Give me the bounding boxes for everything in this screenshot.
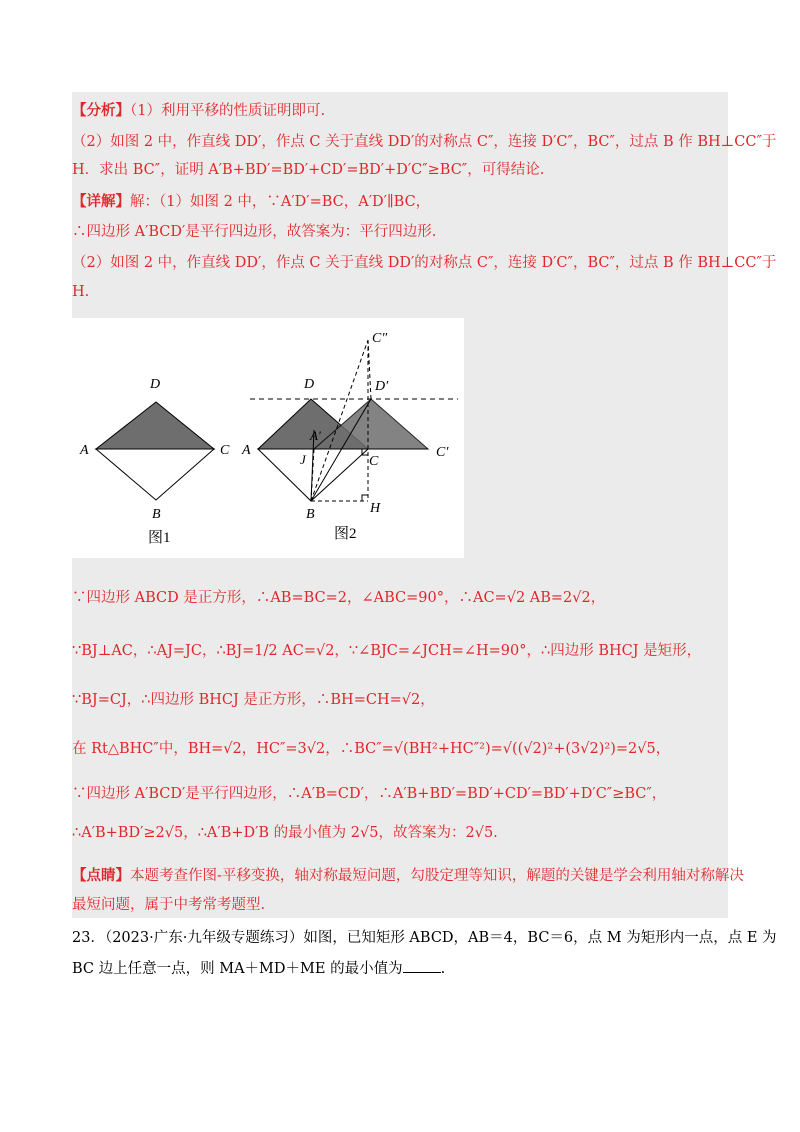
analysis-line-2: （2）如图 2 中，作直线 DD′，作点 C 关于直线 DD′的对称点 C″，连接 D′C″，BC″，过点 B 作 BH⊥CC″于 <box>72 134 777 150</box>
fig2-right-angle-h <box>362 495 368 501</box>
question-line-1: 23．（2023·广东·九年级专题练习）如图，已知矩形 ABCD，AB＝4，BC＝6，点 M 为矩形内一点，点 E 为 <box>72 930 777 946</box>
detail-line-3: （2）如图 2 中，作直线 DD′，作点 C 关于直线 DD′的对称点 C″，连接 D′C″，BC″，过点 B 作 BH⊥CC″于 <box>72 255 777 271</box>
question-period: . <box>440 961 446 977</box>
comment-line-1 <box>72 866 744 886</box>
solution-line-4: 在 Rt△BHC″中，BH=√2，HC″=3√2，∴BC″=√(BH²+HC″²)=√((√2)²+(3√2)²)=2√5， <box>72 741 671 757</box>
fig2-label-b: B <box>306 507 315 522</box>
fig2-caption: 图2 <box>334 526 357 542</box>
comment-text-1: 本题考查作图-平移变换，轴对称最短问题，勾股定理等知识，解题的关键是学会利用轴对称解决 <box>130 868 744 884</box>
solution-line-2: ∵BJ⊥AC，∴AJ=JC，∴BJ=1/2 AC=√2，∵∠BJC=∠JCH=∠H=90°，∴四边形 BHCJ 是矩形， <box>72 643 702 659</box>
detail-line-1 <box>72 192 430 212</box>
fig2-label-h: H <box>370 501 381 516</box>
fig1-label-b: B <box>152 507 161 522</box>
comment-line-2: 最短问题，属于中考常考题型. <box>72 897 266 913</box>
question-line-2 <box>72 958 445 979</box>
fig2-label-j: J <box>300 452 306 467</box>
fig1-label-a: A <box>80 443 89 458</box>
answer-blank[interactable] <box>403 958 441 973</box>
fig2-label-a: A <box>242 443 251 458</box>
solution-line-6: ∴A′B+BD′≥2√5，∴A′B+D′B 的最小值为 2√5，故答案为：2√5. <box>72 825 498 841</box>
analysis-line-3: H．求出 BC″，证明 A′B+BD′=BD′+CD′=BD′+D′C″≥BC″，可得结论. <box>72 162 545 178</box>
fig2-label-d: D <box>304 377 315 392</box>
fig2-label-d1: D′ <box>375 379 389 394</box>
detail-tag: 【详解】 <box>72 193 130 210</box>
fig2-label-c2: C″ <box>372 331 388 346</box>
analysis-text-1: （1）利用平移的性质证明即可. <box>130 103 326 119</box>
detail-line-4: H. <box>72 284 90 300</box>
geometry-figure <box>72 318 464 558</box>
fig2-label-c1: C′ <box>436 445 449 460</box>
solution-line-5: ∵四边形 A′BCD′是平行四边形，∴A′B=CD′，∴A′B+BD′=BD′+CD′=BD′+D′C″≥BC″， <box>72 786 667 802</box>
fig1-lower-triangle <box>96 449 214 500</box>
analysis-line-1 <box>72 101 325 121</box>
figure-svg <box>72 318 464 558</box>
fig1-label-d: D <box>150 377 161 392</box>
solution-line-1: ∵四边形 ABCD 是正方形，∴AB=BC=2，∠ABC=90°，∴AC=√2 AB=2√2， <box>72 590 606 606</box>
fig1-label-c: C <box>220 443 230 458</box>
comment-tag: 【点睛】 <box>72 867 130 884</box>
fig2-label-c: C <box>369 454 379 469</box>
fig2-label-a1: A′ <box>310 428 321 443</box>
detail-text-1: 解：（1）如图 2 中，∵A′D′=BC，A′D′∥BC， <box>130 194 431 210</box>
question-text-2: BC 边上任意一点，则 MA＋MD＋ME 的最小值为 <box>72 961 403 977</box>
solution-line-3: ∵BJ=CJ，∴四边形 BHCJ 是正方形，∴BH=CH=√2， <box>72 692 435 708</box>
analysis-tag: 【分析】 <box>72 102 130 119</box>
detail-line-2: ∴四边形 A′BCD′是平行四边形，故答案为：平行四边形. <box>72 224 437 240</box>
fig1-caption: 图1 <box>148 530 171 546</box>
fig1-shaded-triangle <box>96 402 214 449</box>
